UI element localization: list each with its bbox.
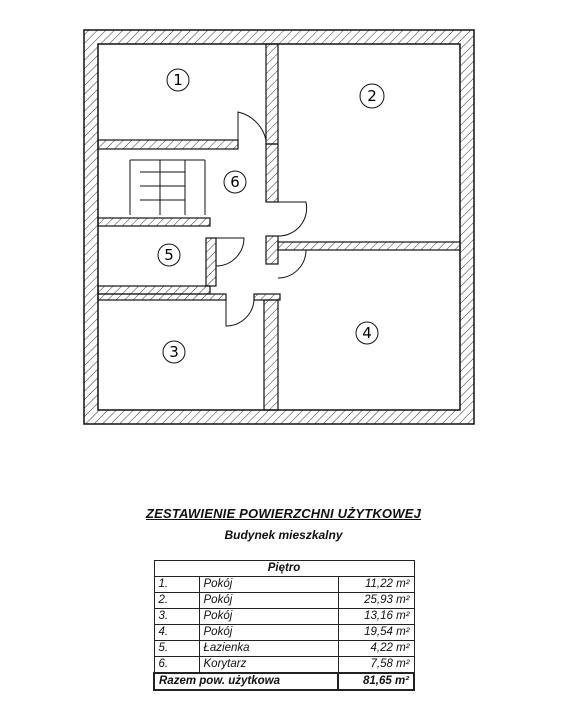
total-label: Razem pow. użytkowa	[154, 673, 338, 690]
table-row	[154, 641, 414, 657]
door-room-3	[226, 300, 254, 326]
table-row	[154, 577, 414, 593]
total-row	[154, 673, 414, 690]
room-area: 11,22 m²	[338, 577, 414, 593]
staircase	[130, 160, 205, 215]
interior-walls	[98, 44, 460, 410]
floor-header: Piętro	[154, 561, 414, 577]
row-number: 4.	[154, 625, 199, 641]
room-5-label: 5	[164, 246, 174, 264]
room-2-label: 2	[367, 87, 377, 105]
room-name: Pokój	[199, 625, 338, 641]
summary-title: ZESTAWIENIE POWIERZCHNI UŻYTKOWEJ	[145, 506, 422, 521]
row-number: 6.	[154, 657, 199, 674]
table-header-row	[154, 561, 414, 577]
room-area: 13,16 m²	[338, 609, 414, 625]
room-name: Pokój	[199, 577, 338, 593]
table-row	[154, 657, 414, 674]
row-number: 2.	[154, 593, 199, 609]
summary-subtitle: Budynek mieszkalny	[224, 528, 343, 542]
area-table	[153, 560, 415, 691]
room-name: Pokój	[199, 593, 338, 609]
table-row	[154, 609, 414, 625]
room-area: 25,93 m²	[338, 593, 414, 609]
table-row	[154, 593, 414, 609]
table-row	[154, 625, 414, 641]
room-3-label: 3	[169, 343, 179, 361]
room-area: 7,58 m²	[338, 657, 414, 674]
outer-wall	[84, 30, 474, 424]
door-room-2	[278, 202, 307, 236]
total-value: 81,65 m²	[338, 673, 414, 690]
room-4-label: 4	[362, 324, 372, 342]
room-6-label: 6	[230, 173, 240, 191]
row-number: 3.	[154, 609, 199, 625]
room-area: 4,22 m²	[338, 641, 414, 657]
row-number: 1.	[154, 577, 199, 593]
room-name: Łazienka	[199, 641, 338, 657]
row-number: 5.	[154, 641, 199, 657]
door-room-1	[238, 112, 266, 149]
room-name: Korytarz	[199, 657, 338, 674]
door-room-4	[278, 250, 306, 278]
door-room-5	[216, 238, 244, 266]
room-name: Pokój	[199, 609, 338, 625]
room-1-label: 1	[173, 71, 183, 89]
room-area: 19,54 m²	[338, 625, 414, 641]
